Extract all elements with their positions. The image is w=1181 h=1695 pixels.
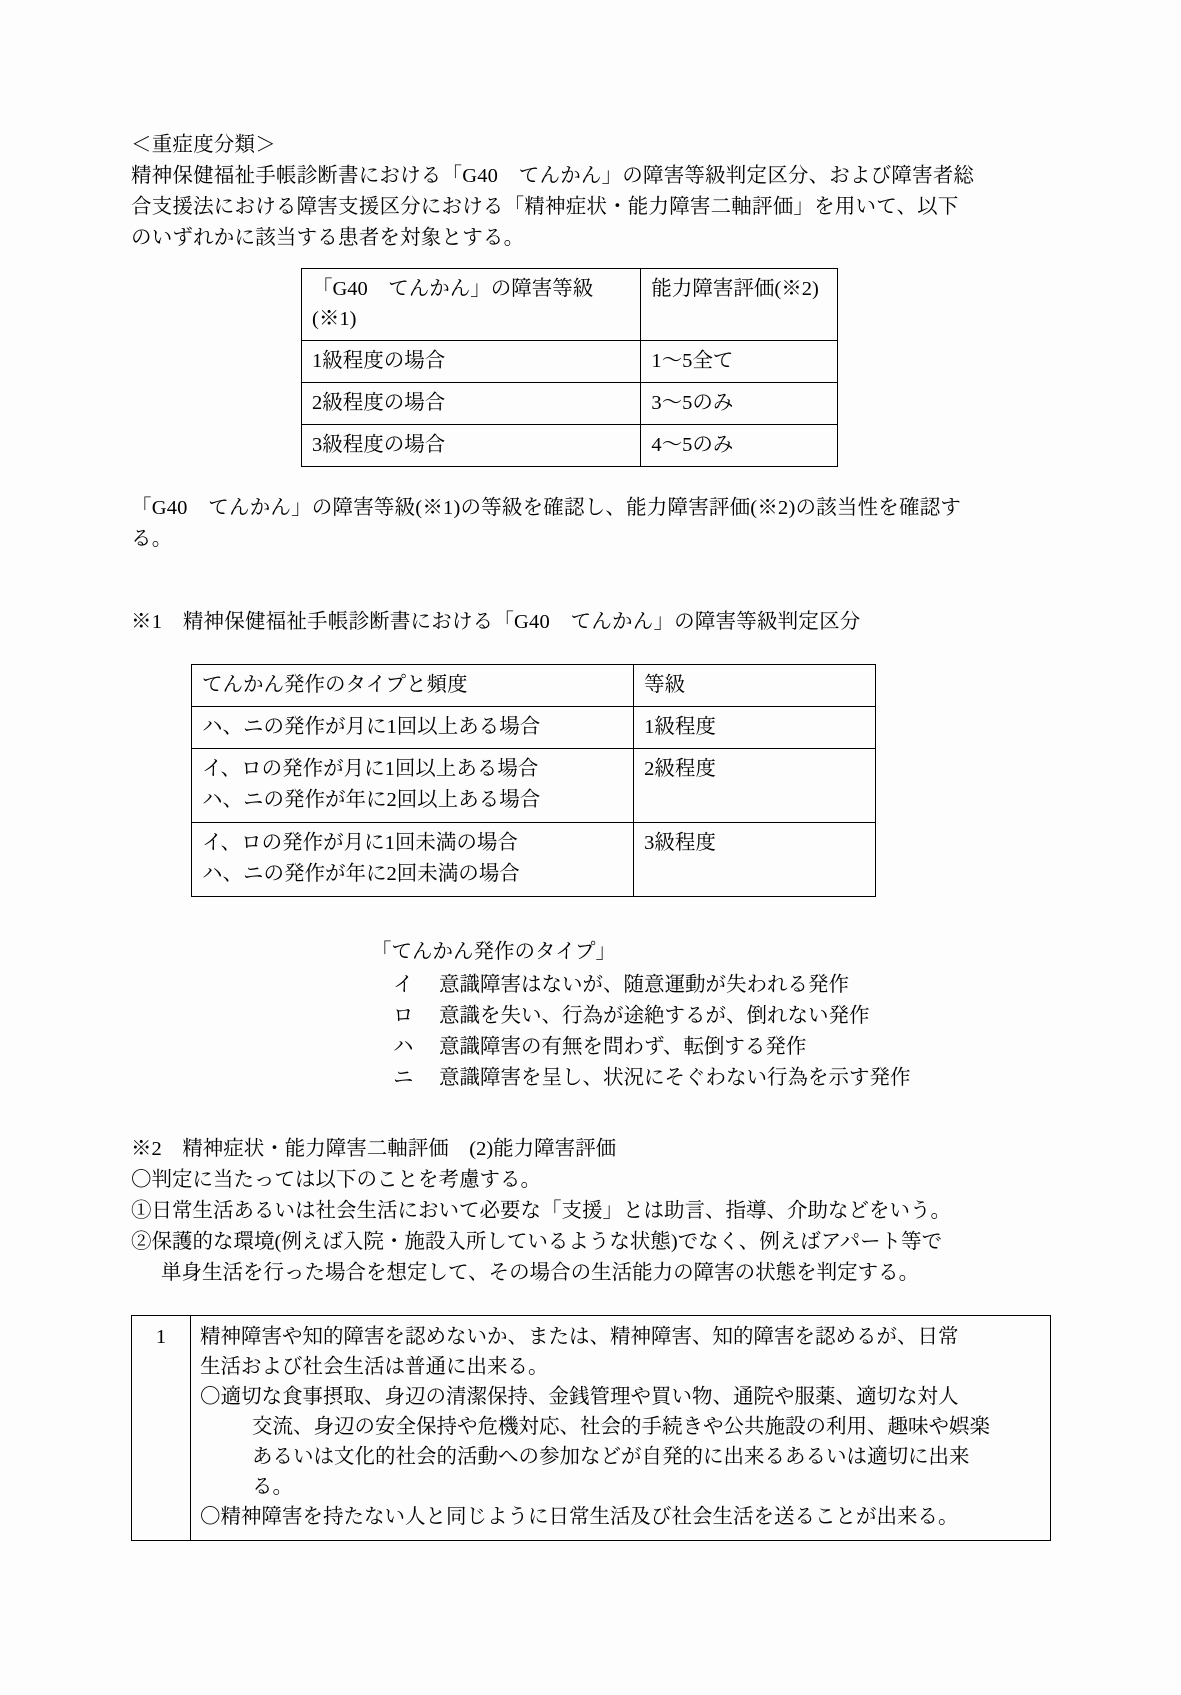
table-row: [302, 341, 838, 383]
bullet-line: る。: [252, 1476, 293, 1498]
bullet-line: 〇精神障害を持たない人と同じように日常生活及び社会生活を送ることが出来る。: [200, 1506, 959, 1528]
note2-lead: 〇判定に当たっては以下のことを考慮する。: [131, 1169, 541, 1191]
legend-text: 意識障害の有無を問わず、転倒する発作: [439, 1036, 807, 1058]
table-row: [192, 823, 876, 897]
grade-header-cell: 等級: [634, 665, 876, 707]
condition-line: イ、ロの発作が月に1回未満の場合: [202, 832, 518, 854]
legend-mark: イ: [393, 974, 414, 996]
seizure-type-header-cell: てんかん発作のタイプと頻度: [192, 665, 634, 707]
grade-header-cell: 「G40 てんかん」の障害等級(※1): [302, 269, 641, 341]
grade-cell: 3級程度の場合: [302, 425, 641, 467]
seizure-condition-cell: [192, 823, 634, 897]
level-number-cell: 1: [132, 1316, 191, 1541]
note2-item-1: ①日常生活あるいは社会生活において必要な「支援」とは助言、指導、介助などをいう。: [131, 1200, 951, 1222]
legend-item: [393, 970, 1051, 1001]
legend-item: [393, 1063, 1051, 1094]
description-line: 生活および社会生活は普通に出来る。: [200, 1356, 549, 1378]
confirmation-line-2: る。: [131, 528, 173, 550]
ability-cell: 4～5のみ: [641, 425, 838, 467]
ability-cell: 3～5のみ: [641, 383, 838, 425]
note1-heading: ※1 精神保健福祉手帳診断書における「G40 てんかん」の障害等級判定区分: [131, 611, 861, 633]
ability-level-table: [131, 1315, 1051, 1541]
description-line: 精神障害や知的障害を認めないか、または、精神障害、知的障害を認めるが、日常: [200, 1326, 959, 1348]
intro-line-2: 合支援法における障害支援区分における「精神症状・能力障害二軸評価」を用いて、以下: [131, 196, 959, 218]
table-row: [302, 425, 838, 467]
legend-item: [393, 1032, 1051, 1063]
seizure-frequency-table: [191, 664, 876, 897]
grade-cell: 3級程度: [634, 823, 876, 897]
condition-line: イ、ロの発作が月に1回以上ある場合: [202, 758, 539, 780]
grade-cell: 2級程度の場合: [302, 383, 641, 425]
table-header-row: [302, 269, 838, 341]
table-header-row: [192, 665, 876, 707]
seizure-type-legend: [371, 937, 1051, 1094]
seizure-condition-cell: [192, 707, 634, 749]
bullet-line: あるいは文化的社会的活動への参加などが自発的に出来るあるいは適切に出来: [252, 1446, 970, 1468]
seizure-condition-cell: [192, 749, 634, 823]
grade-mapping-table: [301, 268, 838, 467]
condition-line: ハ、ニの発作が年に2回未満の場合: [202, 863, 520, 885]
note2-heading: ※2 精神症状・能力障害二軸評価 (2)能力障害評価: [131, 1138, 617, 1160]
table-row: [302, 383, 838, 425]
bullet-line: 〇適切な食事摂取、身辺の清潔保持、金銭管理や買い物、通院や服薬、適切な対人: [200, 1386, 959, 1408]
legend-mark: ニ: [393, 1067, 414, 1089]
legend-text: 意識を失い、行為が途絶するが、倒れない発作: [439, 1005, 870, 1027]
grade-cell: 2級程度: [634, 749, 876, 823]
intro-line-1: 精神保健福祉手帳診断書における「G40 てんかん」の障害等級判定区分、および障害者総: [131, 165, 975, 187]
ability-header-cell: 能力障害評価(※2): [641, 269, 838, 341]
note2-item-2-continuation: 単身生活を行った場合を想定して、その場合の生活能力の障害の状態を判定する。: [161, 1262, 920, 1284]
confirmation-line-1: 「G40 てんかん」の障害等級(※1)の等級を確認し、能力障害評価(※2)の該当性を確認す: [131, 497, 962, 519]
legend-title: 「てんかん発作のタイプ」: [371, 941, 616, 963]
grade-cell: 1級程度: [634, 707, 876, 749]
table-row: [132, 1316, 1051, 1541]
intro-line-3: のいずれかに該当する患者を対象とする。: [131, 227, 525, 249]
note2-item-2: ②保護的な環境(例えば入院・施設入所しているような状態)でなく、例えばアパート等で: [131, 1231, 943, 1253]
table-row: [192, 707, 876, 749]
table-row: [192, 749, 876, 823]
document-content: [131, 130, 1051, 1541]
condition-line: ハ、ニの発作が月に1回以上ある場合: [202, 716, 541, 738]
condition-line: ハ、ニの発作が年に2回以上ある場合: [202, 789, 541, 811]
legend-text: 意識障害はないが、随意運動が失われる発作: [439, 974, 849, 996]
ability-cell: 1～5全て: [641, 341, 838, 383]
legend-mark: ハ: [393, 1036, 414, 1058]
legend-mark: ロ: [393, 1005, 414, 1027]
severity-classification-heading: ＜重症度分類＞: [131, 134, 276, 156]
level-description-cell: [191, 1316, 1051, 1541]
bullet-line: 交流、身辺の安全保持や危機対応、社会的手続きや公共施設の利用、趣味や娯楽: [252, 1416, 990, 1438]
grade-cell: 1級程度の場合: [302, 341, 641, 383]
legend-item: [393, 1001, 1051, 1032]
legend-text: 意識障害を呈し、状況にそぐわない行為を示す発作: [439, 1067, 911, 1089]
